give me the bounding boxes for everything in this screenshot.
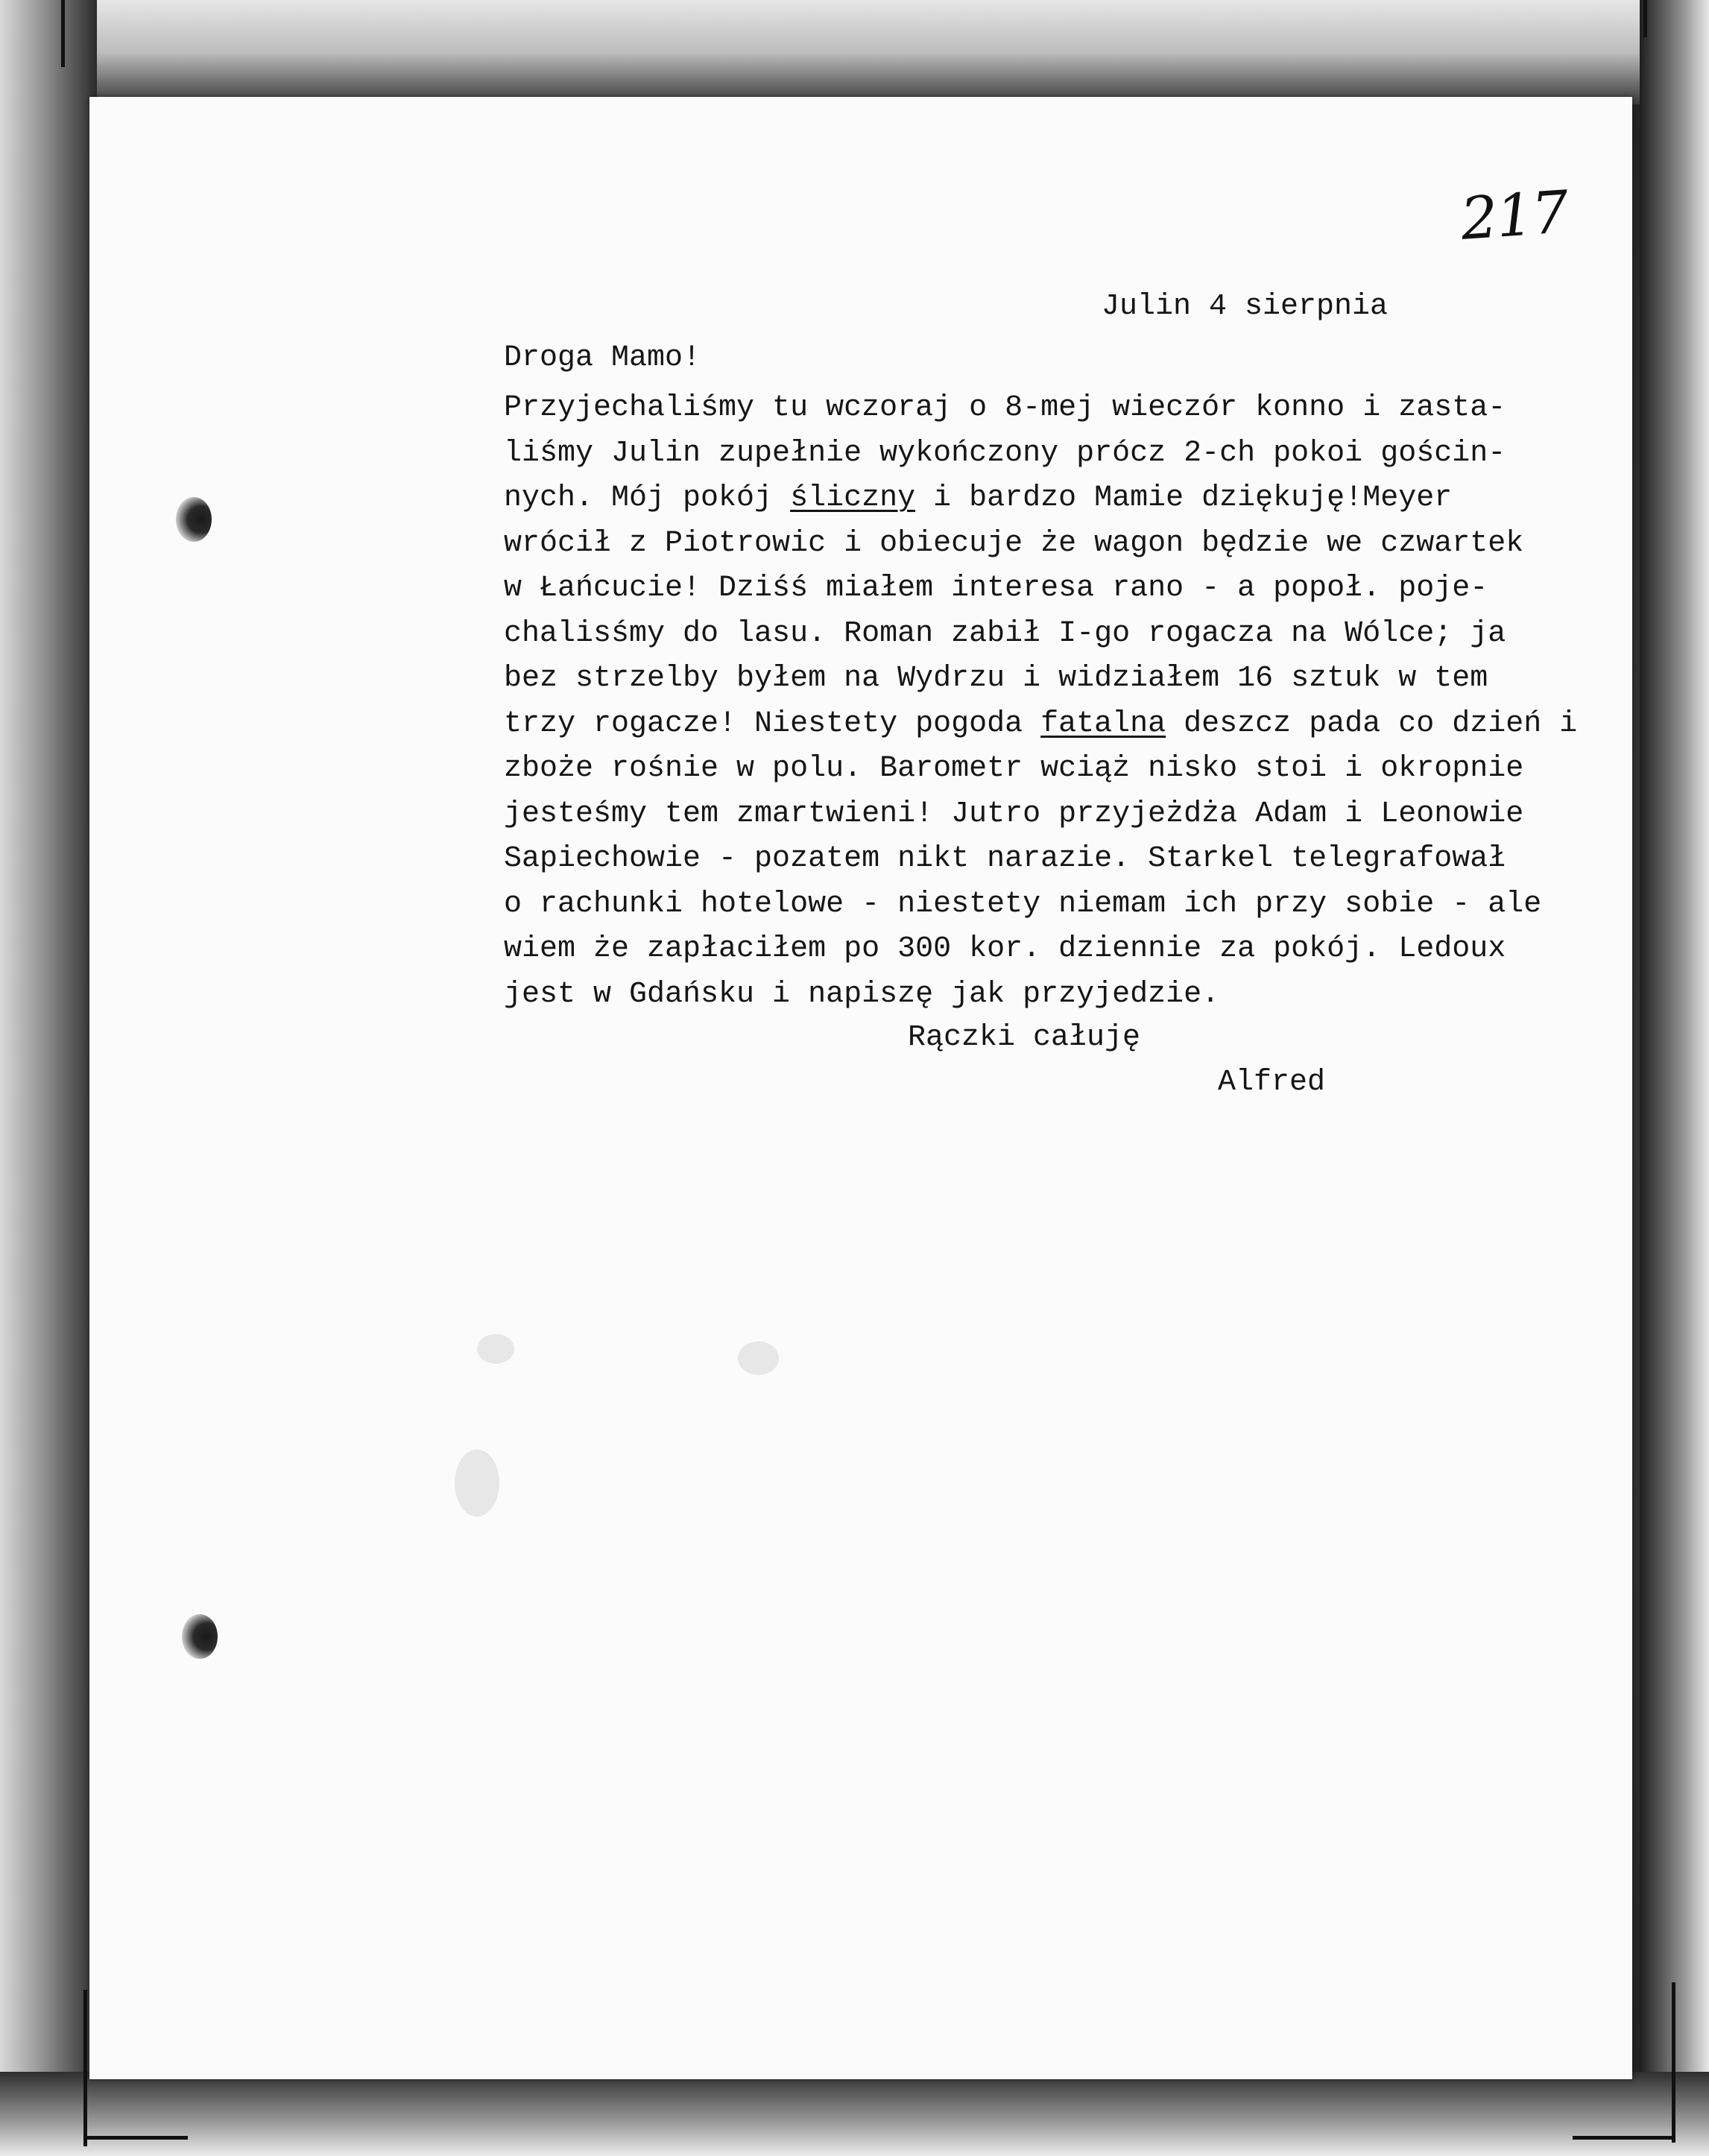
text-segment: i bardzo Mamie dziękuję!Meyer: [915, 481, 1453, 515]
underlined-word: fatalna: [1040, 706, 1166, 741]
frame-right-edge: [1640, 0, 1709, 2156]
folio-number: 217: [1459, 179, 1570, 253]
letter-body-line: [504, 792, 1577, 838]
text-segment: chalisśmy do lasu. Roman zabił I-go rogacza na Wólce; ja: [504, 616, 1506, 651]
text-segment: bez strzelby byłem na Wydrzu i widziałem 16 sztuk w tem: [504, 662, 1488, 695]
letter-signature: Alfred: [1218, 1066, 1326, 1099]
registration-mark-bottom-left-v: [83, 1990, 87, 2146]
text-segment: trzy rogacze! Niestety pogoda: [504, 706, 1041, 741]
text-segment: jesteśmy tem zmartwieni! Jutro przyjeżdża Adam i Leonowie: [504, 797, 1524, 831]
letter-body-line: [504, 522, 1577, 567]
registration-mark-bottom-left-h: [83, 2136, 188, 2140]
punch-hole-lower: [182, 1614, 218, 1659]
registration-mark-top-right: [1643, 0, 1647, 37]
text-segment: nych. Mój pokój: [504, 481, 791, 515]
text-segment: wiem że zapłaciłem po 300 kor. dziennie za pokój. Ledoux: [504, 932, 1506, 966]
text-segment: o rachunki hotelowe - niestety niemam ich przy sobie - ale: [504, 887, 1542, 921]
text-segment: liśmy Julin zupełnie wykończony prócz 2-ch pokoi gościn-: [504, 436, 1506, 470]
paper-stain: [738, 1341, 779, 1375]
letter-closing: Rączki całuję: [908, 1021, 1141, 1055]
letter-body: [504, 386, 1577, 1017]
registration-mark-bottom-right-v: [1672, 1982, 1675, 2143]
letter-body-line: [504, 882, 1577, 928]
frame-left-edge: [0, 0, 97, 2156]
text-segment: w Łańcucie! Dziśś miałem interesa rano - a popoł. poje-: [504, 572, 1488, 605]
punch-hole-upper: [176, 497, 212, 542]
text-segment: jest w Gdańsku i napiszę jak przyjedzie.: [504, 977, 1220, 1011]
letter-body-line: [504, 927, 1577, 973]
text-segment: deszcz pada co dzień i: [1166, 706, 1578, 741]
paper-stain: [477, 1334, 514, 1364]
letter-body-line: [504, 747, 1577, 792]
letter-salutation: Droga Mamo!: [504, 341, 701, 375]
text-segment: zboże rośnie w polu. Barometr wciąż nisko stoi i okropnie: [504, 752, 1524, 785]
letter-body-line: [504, 702, 1577, 747]
frame-bottom-edge: [0, 2072, 1709, 2156]
text-segment: wrócił z Piotrowic i obiecuje że wagon będzie we czwartek: [504, 526, 1524, 560]
registration-mark-top-left: [61, 0, 65, 67]
frame-top-edge: [0, 0, 1709, 104]
registration-mark-bottom-right-h: [1573, 2136, 1675, 2140]
letter-body-line: [504, 973, 1577, 1018]
letter-dateline: Julin 4 sierpnia: [1102, 290, 1389, 323]
letter-body-line: [504, 612, 1577, 657]
text-segment: Sapiechowie - pozatem nikt narazie. Starkel telegrafował: [504, 842, 1506, 876]
letter-body-line: [504, 837, 1577, 882]
paper-stain: [455, 1450, 499, 1517]
underlined-word: śliczny: [790, 481, 916, 515]
text-segment: Przyjechaliśmy tu wczoraj o 8-mej wieczór konno i zasta-: [504, 391, 1506, 425]
letter-body-line: [504, 431, 1577, 477]
letter-body-line: [504, 476, 1577, 522]
letter-body-line: [504, 657, 1577, 702]
letter-body-line: [504, 386, 1577, 431]
letter-body-line: [504, 566, 1577, 612]
